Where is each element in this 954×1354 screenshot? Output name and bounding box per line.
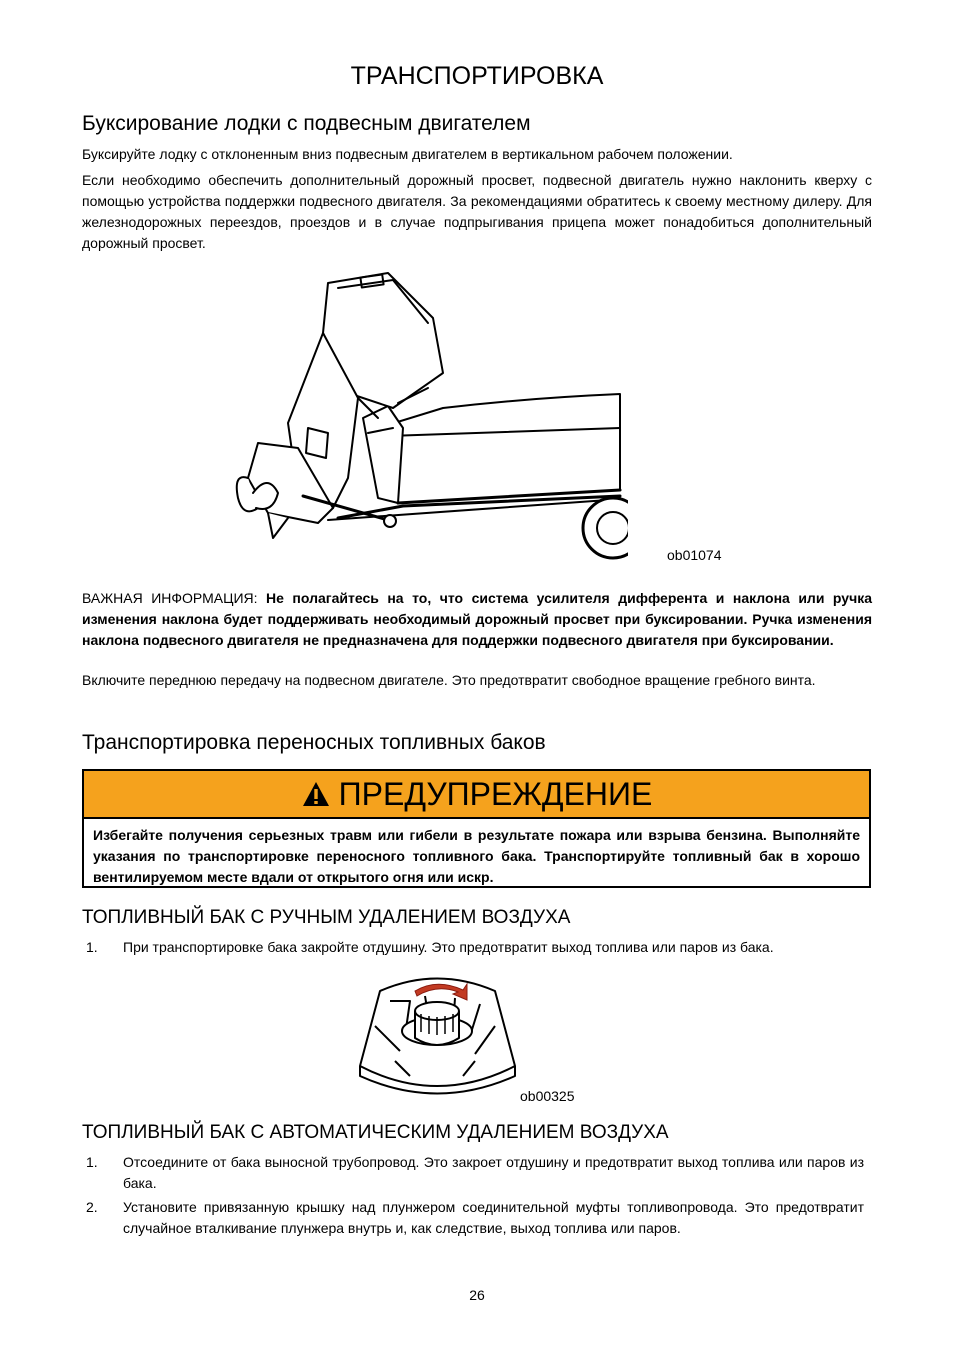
fuel-cap-illustration	[355, 966, 520, 1098]
figure-label-ob00325: ob00325	[520, 1088, 575, 1104]
list-item-number: 2.	[86, 1199, 98, 1215]
paragraph-clearance: Если необходимо обеспечить дополнительный дорожный просвет, подвесной двигатель нужно наклонить кверху с помощью устройства поддержки подвесного двигателя. За рекомендациями обратитесь к своему местному дилеру. Для железнодорожных переездов, проездов и в случае подпрыгивания прицепа может понадобиться дополнительный дорожный просвет.	[82, 172, 872, 251]
list-item	[82, 1152, 864, 1194]
list-item	[82, 937, 864, 958]
list-item-text: Отсоедините от бака выносной трубопровод. Это закроет отдушину и предотвратит выход топлива или паров из бака.	[123, 1154, 864, 1191]
important-notice	[82, 588, 872, 651]
list-item-text: Установите привязанную крышку над плунжером соединительной муфты топливопровода. Это предотвратит случайное вталкивание плунжера внутрь и, как следствие, выход топлива или паров.	[123, 1199, 864, 1236]
list-item-text: При транспортировке бака закройте отдушину. Это предотвратит выход топлива или паров из бака.	[123, 939, 774, 955]
warning-box	[82, 769, 871, 888]
outboard-towing-illustration	[228, 258, 628, 568]
list-item	[82, 1197, 864, 1239]
page-number: 26	[469, 1287, 485, 1303]
list-item-number: 1.	[86, 1154, 98, 1170]
warning-text: Избегайте получения серьезных травм или гибели в результате пожара или взрыва бензина. Выполняйте указания по транспортировке переносного топливного бака. Транспортируйте топливный бак в хорошо вентилируемом месте вдали от открытого огня или искр.	[93, 827, 860, 885]
warning-header	[84, 771, 869, 819]
section-heading-auto-vent: ТОПЛИВНЫЙ БАК С АВТОМАТИЧЕСКИМ УДАЛЕНИЕМ ВОЗДУХА	[82, 1122, 669, 1143]
section-heading-towing: Буксирование лодки с подвесным двигателем	[82, 112, 531, 135]
figure-label-ob01074: ob01074	[667, 547, 722, 563]
section-heading-fuel-tanks: Транспортировка переносных топливных баков	[82, 731, 546, 754]
warning-triangle-icon	[301, 780, 331, 808]
important-text: Не полагайтесь на то, что система усилителя дифферента и наклона или ручка изменения наклона будет поддерживать необходимый дорожный просвет при буксировании. Ручка изменения наклона подвесного двигателя не предназначена для поддержки подвесного двигателя при буксировании.	[82, 590, 873, 648]
important-prefix: ВАЖНАЯ ИНФОРМАЦИЯ:	[82, 590, 267, 606]
list-item-number: 1.	[86, 939, 98, 955]
paragraph-forward-gear: Включите переднюю передачу на подвесном двигателе. Это предотвратит свободное вращение гребного винта.	[82, 672, 816, 688]
paragraph-towing-position: Буксируйте лодку с отклоненным вниз подвесным двигателем в вертикальном рабочем положении.	[82, 146, 733, 162]
warning-label: ПРЕДУПРЕЖДЕНИЕ	[338, 776, 653, 812]
section-heading-manual-vent: ТОПЛИВНЫЙ БАК С РУЧНЫМ УДАЛЕНИЕМ ВОЗДУХА	[82, 907, 571, 928]
page-title: ТРАНСПОРТИРОВКА	[350, 62, 604, 90]
